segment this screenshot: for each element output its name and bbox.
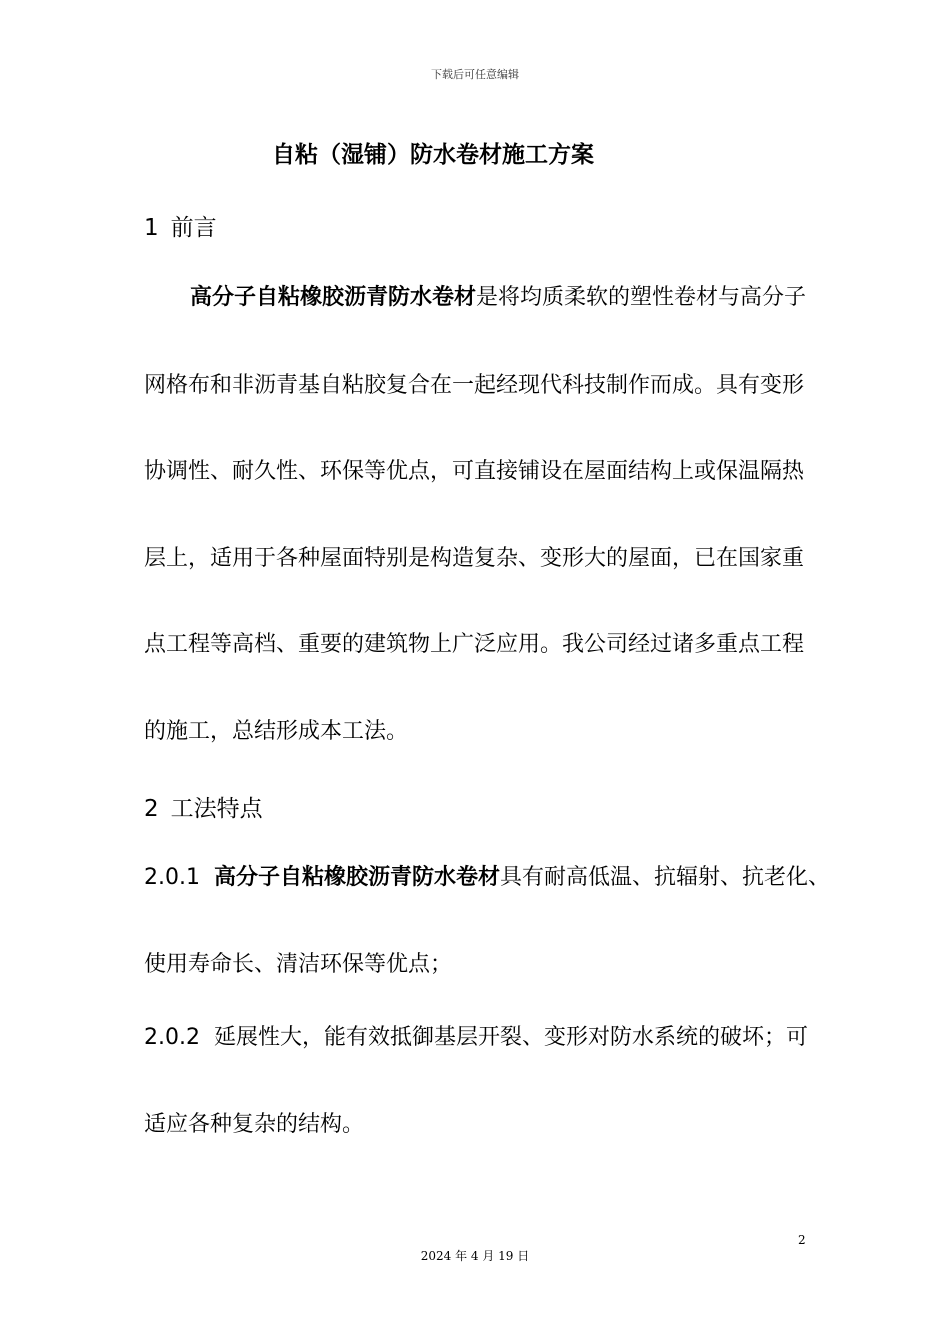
section-number: 1 xyxy=(144,215,159,241)
section-heading-text: 前言 xyxy=(170,215,217,241)
intro-line-5: 点工程等高档、重要的建筑物上广泛应用。我公司经过诸多重点工程 xyxy=(144,632,805,657)
item-2-0-2-line-2: 适应各种复杂的结构。 xyxy=(144,1112,365,1137)
page-number: 2 xyxy=(798,1233,806,1247)
product-name-bold: 高分子自粘橡胶沥青防水卷材 xyxy=(190,285,477,310)
item-2-0-1-line-2: 使用寿命长、清洁环保等优点； xyxy=(144,952,453,977)
section-heading-text: 工法特点 xyxy=(170,796,263,822)
section-heading-preface xyxy=(144,209,217,242)
document-title: 自粘（湿铺）防水卷材施工方案 xyxy=(272,142,594,168)
footer-date: 2024 年 4 月 19 日 xyxy=(420,1249,530,1263)
item-2-0-2-line-1 xyxy=(144,1023,808,1053)
item-number: 2.0.2 xyxy=(144,1025,200,1050)
item-2-0-1-line-1 xyxy=(144,863,830,893)
item-number: 2.0.1 xyxy=(144,865,200,890)
header-note: 下载后可任意编辑 xyxy=(431,68,519,81)
item-2-0-2-text: 延展性大，能有效抵御基层开裂、变形对防水系统的破坏；可 xyxy=(213,1025,808,1050)
intro-line-6: 的施工，总结形成本工法。 xyxy=(144,719,409,744)
item-2-0-1-text: 具有耐高低温、抗辐射、抗老化、 xyxy=(500,865,831,890)
intro-line-1 xyxy=(190,283,806,313)
intro-line-2: 网格布和非沥青基自粘胶复合在一起经现代科技制作而成。具有变形 xyxy=(144,373,805,398)
intro-line-3: 协调性、耐久性、环保等优点，可直接铺设在屋面结构上或保温隔热 xyxy=(144,459,805,484)
section-number: 2 xyxy=(144,796,159,822)
section-heading-features xyxy=(144,790,263,823)
intro-line-1-text: 是将均质柔软的塑性卷材与高分子 xyxy=(476,285,807,310)
product-name-bold: 高分子自粘橡胶沥青防水卷材 xyxy=(213,865,500,890)
intro-line-4: 层上，适用于各种屋面特别是构造复杂、变形大的屋面，已在国家重 xyxy=(144,546,805,571)
